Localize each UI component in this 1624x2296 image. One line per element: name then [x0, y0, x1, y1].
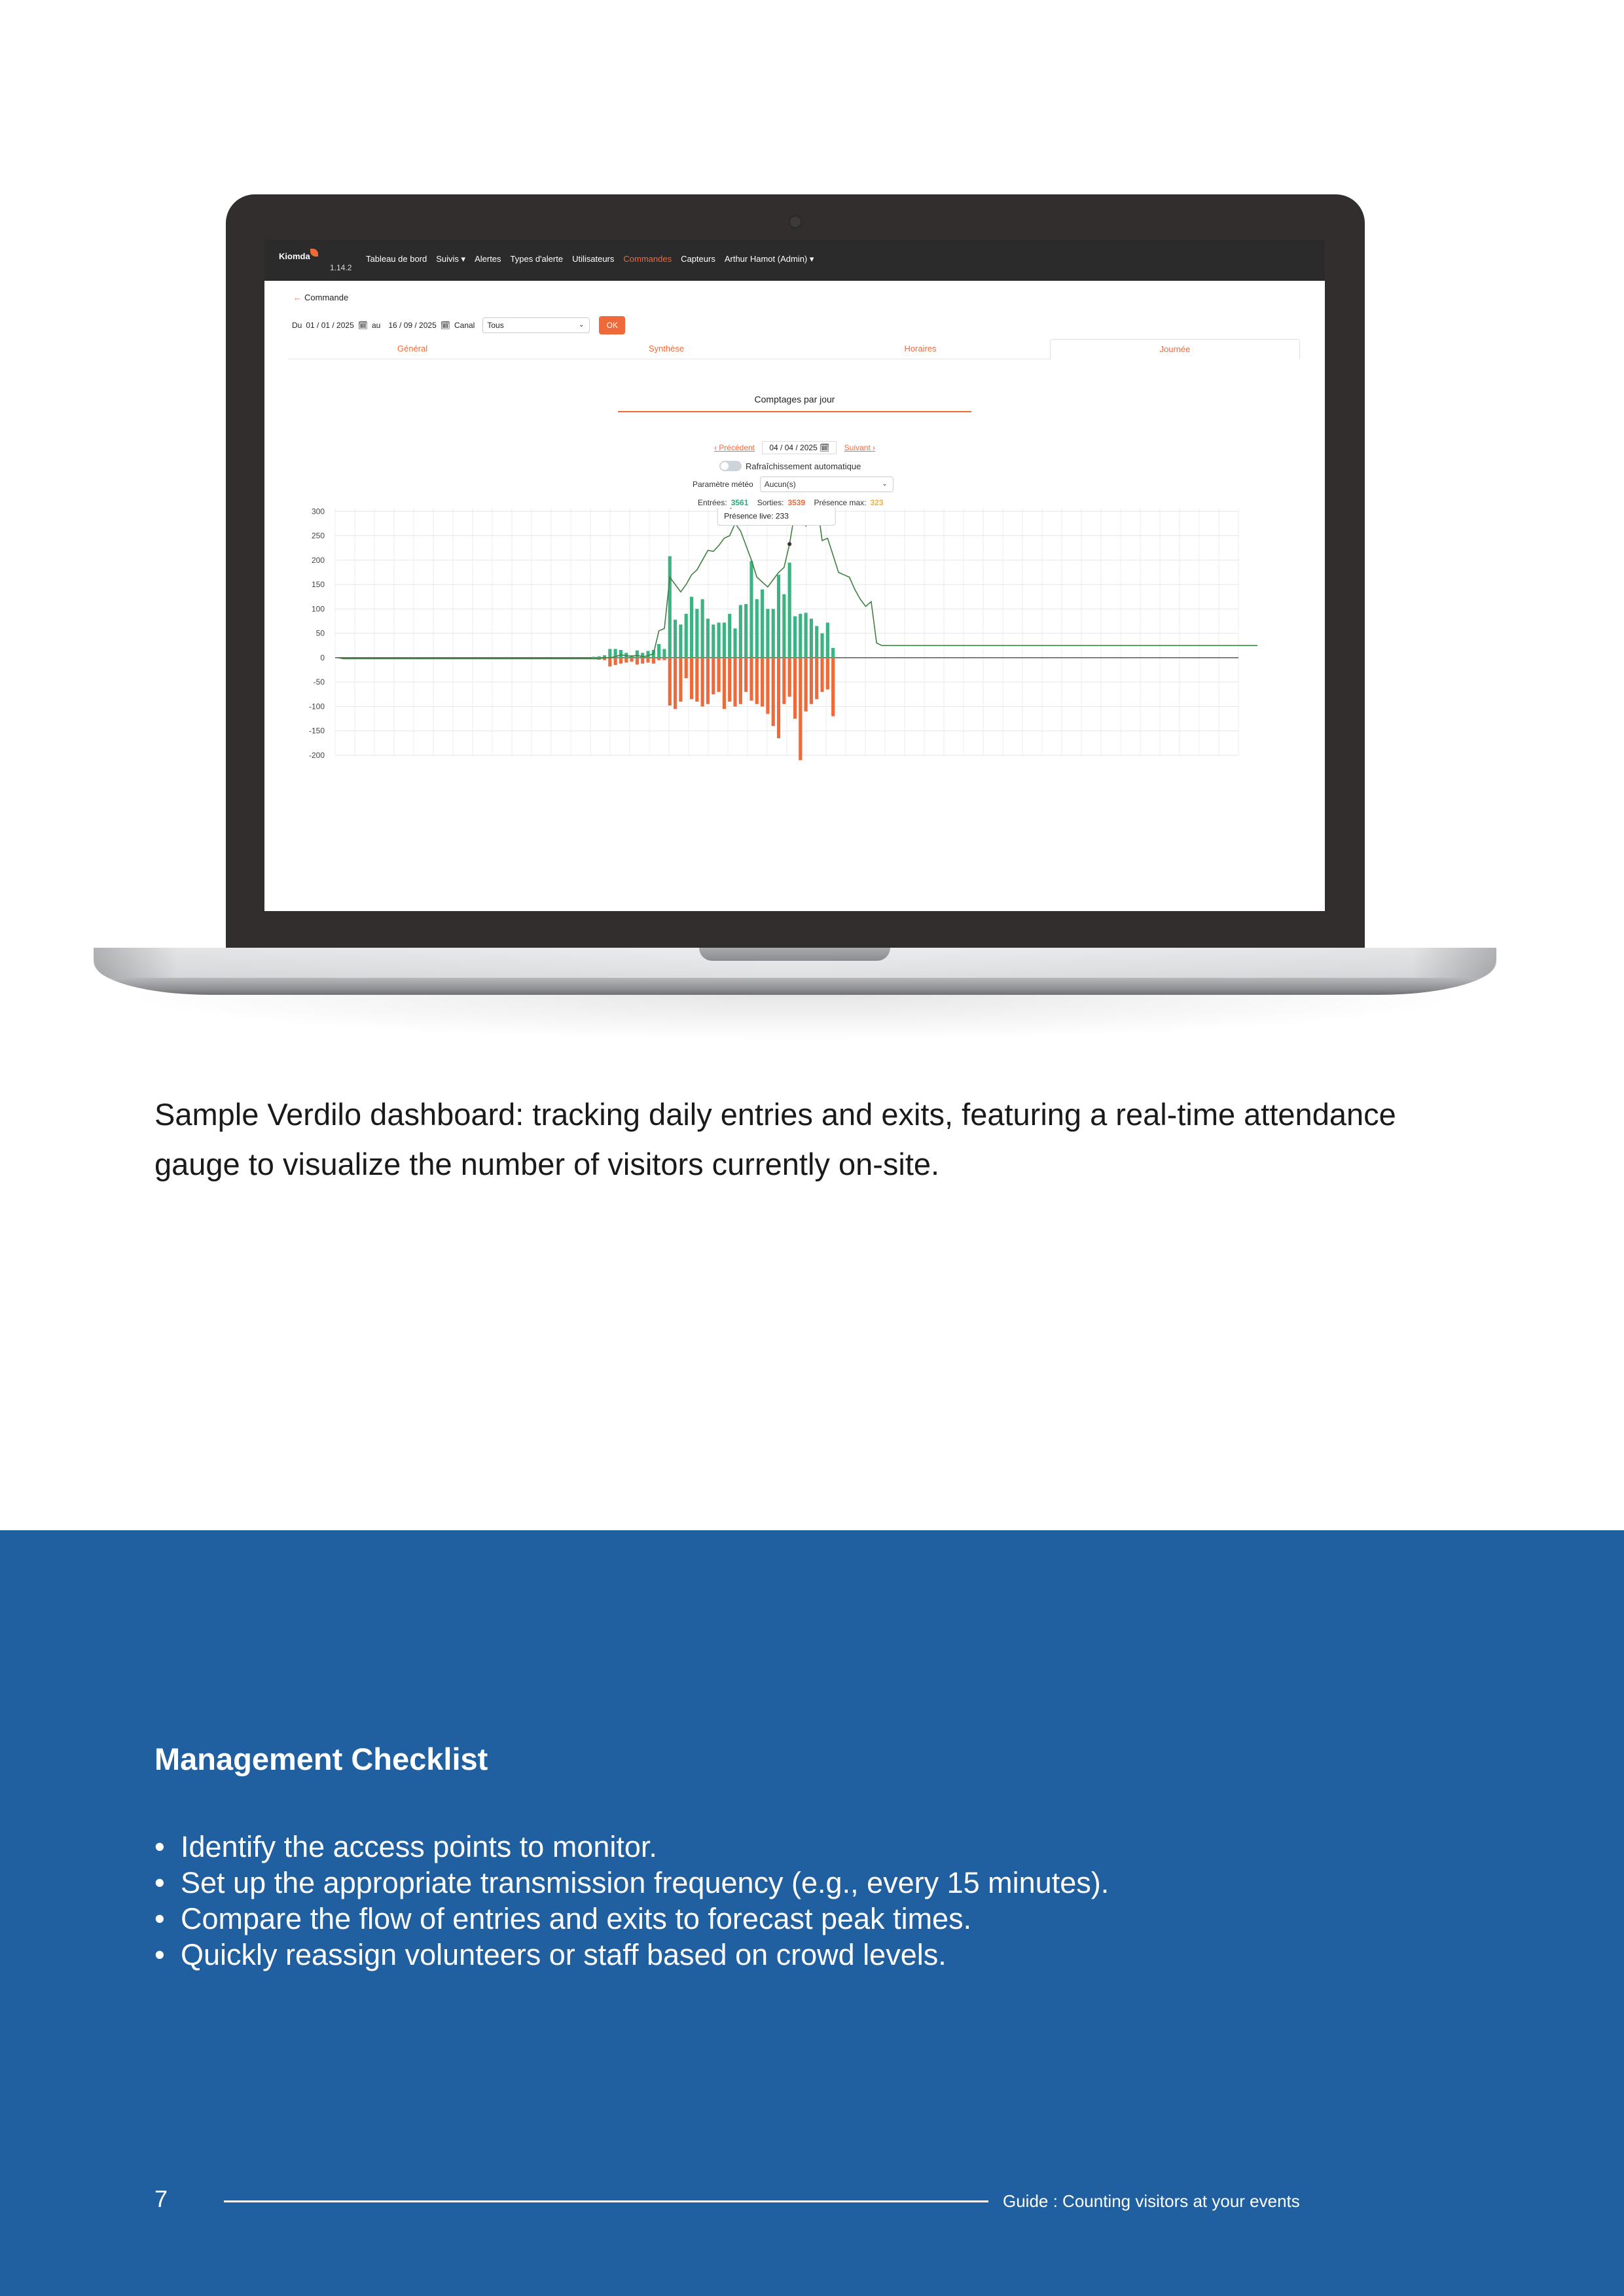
- exits-bar: [733, 658, 736, 707]
- back-link-label: Commande: [304, 293, 349, 302]
- weather-param-value: Aucun(s): [764, 480, 796, 489]
- max-presence-value: 323: [870, 498, 884, 507]
- exits-bar: [782, 658, 785, 704]
- channel-select[interactable]: [482, 317, 590, 333]
- y-tick-label: -100: [308, 702, 325, 711]
- exits-bar: [826, 658, 829, 689]
- entries-bar: [766, 609, 769, 658]
- entries-bar: [674, 620, 677, 658]
- exits-bar: [701, 658, 704, 707]
- app-navbar: [264, 240, 1325, 281]
- calendar-icon[interactable]: 🗓: [357, 321, 368, 330]
- from-date-input[interactable]: 01 / 01 / 2025: [306, 321, 354, 330]
- entries-bar: [739, 605, 742, 658]
- exits-bar: [815, 658, 818, 699]
- exits-bar: [717, 658, 721, 692]
- date-filter: [292, 317, 625, 334]
- exits-bar: [636, 658, 639, 664]
- max-presence-label: Présence max:: [814, 498, 867, 507]
- exits-bar: [662, 658, 666, 660]
- weather-param-select[interactable]: [760, 476, 893, 492]
- checklist-item: • Identify the access points to monitor.: [154, 1829, 1109, 1865]
- logo-mark-icon: [310, 249, 318, 257]
- entries-bar: [749, 561, 753, 658]
- exits-bar: [744, 658, 748, 692]
- checklist-item: • Compare the flow of entries and exits to forecast peak times.: [154, 1901, 1109, 1937]
- entries-bar: [755, 599, 759, 657]
- page-number: 7: [154, 2185, 168, 2212]
- figure-caption: Sample Verdilo dashboard: tracking daily entries and exits, featuring a real-time attendance gauge to visualize the number of visitors currently on-site.: [154, 1097, 1396, 1181]
- entries-bar: [804, 613, 808, 658]
- entries-bar: [712, 624, 715, 658]
- to-label: au: [371, 321, 381, 330]
- exits-bar: [712, 658, 715, 694]
- entries-bar: [717, 622, 721, 658]
- exits-bar: [799, 658, 802, 761]
- panel-title: Comptages par jour: [618, 394, 971, 412]
- channel-label: Canal: [454, 321, 475, 330]
- entries-bar: [592, 656, 595, 657]
- exits-bar: [728, 658, 731, 702]
- chevron-down-icon: ⌄: [882, 480, 888, 488]
- entries-bar: [815, 626, 818, 657]
- y-tick-label: 250: [311, 531, 325, 541]
- entries-bar: [831, 648, 835, 658]
- tab-general[interactable]: Général: [397, 344, 428, 353]
- tooltip-title: [724, 508, 811, 509]
- footer-text: Guide : Counting visitors at your events: [1003, 2191, 1300, 2211]
- checklist-section: [0, 1530, 1624, 2296]
- previous-label: Précédent: [719, 443, 755, 452]
- exits-bar: [630, 658, 633, 662]
- exits-bar: [749, 658, 753, 701]
- y-tick-label: 200: [311, 555, 325, 565]
- exits-bar: [652, 658, 655, 664]
- exits-bar: [608, 658, 611, 666]
- entries-bar: [695, 609, 698, 658]
- tab-synthese[interactable]: Synthèse: [648, 344, 685, 353]
- app-logo[interactable]: Kiomda: [279, 251, 310, 261]
- app-version: 1.14.2: [330, 263, 352, 272]
- y-tick-label: 0: [320, 653, 325, 662]
- y-tick-label: 100: [311, 604, 325, 614]
- nav-item-suivis[interactable]: Suivis ▾: [436, 254, 466, 264]
- tab-bar: [288, 339, 1300, 359]
- calendar-icon[interactable]: 🗓: [440, 321, 450, 330]
- entries-bar: [744, 604, 748, 658]
- laptop-notch: [699, 948, 890, 961]
- exits-bar: [674, 658, 677, 709]
- day-date-input[interactable]: 04 / 04 / 2025 🗓: [762, 441, 837, 454]
- entries-bar: [636, 651, 639, 658]
- entries-bar: [679, 624, 682, 658]
- exits-bar: [810, 658, 813, 704]
- entries-bar: [733, 628, 736, 658]
- next-label: Suivant: [844, 443, 871, 452]
- y-tick-label: -200: [308, 751, 325, 760]
- nav-item-alertes[interactable]: Alertes: [475, 254, 501, 264]
- entries-bar: [810, 619, 813, 658]
- ok-button[interactable]: OK: [599, 316, 625, 334]
- exits-bar: [624, 658, 628, 662]
- exits-bar: [820, 658, 823, 692]
- nav-item-users[interactable]: Utilisateurs: [572, 254, 615, 264]
- tab-journee[interactable]: Journée: [1050, 339, 1300, 359]
- entries-bar: [646, 651, 649, 657]
- auto-refresh-label: Rafraîchissement automatique: [746, 461, 861, 471]
- checklist: [154, 1829, 1109, 1973]
- y-tick-label: 150: [311, 580, 325, 590]
- exits-bar: [761, 658, 764, 707]
- entries-bar: [657, 644, 660, 658]
- checklist-item: • Quickly reassign volunteers or staff based on crowd levels.: [154, 1937, 1109, 1973]
- weather-param: [693, 476, 893, 492]
- exits-bar: [723, 658, 726, 709]
- entries-bar: [777, 575, 780, 658]
- exits-bar: [614, 658, 617, 665]
- previous-day-link[interactable]: ‹ Précédent: [713, 443, 755, 452]
- exits-bar: [690, 658, 693, 699]
- to-date-input[interactable]: 16 / 09 / 2025: [388, 321, 437, 330]
- entries-bar: [701, 599, 704, 657]
- tooltip-marker: [787, 542, 791, 546]
- exits-bar: [755, 658, 759, 704]
- exits-bar: [772, 658, 775, 726]
- laptop-shadow: [118, 995, 1473, 1041]
- back-arrow-icon: ←: [293, 293, 302, 302]
- entries-bar: [690, 597, 693, 658]
- entries-bar: [619, 650, 623, 658]
- tooltip-value: Présence live: 233: [724, 511, 789, 521]
- entries-bar: [826, 622, 829, 658]
- exits-bar: [685, 658, 688, 678]
- exits-bar: [668, 658, 672, 706]
- tab-horaires[interactable]: Horaires: [904, 344, 937, 353]
- exits-label: Sorties:: [757, 498, 784, 507]
- exits-bar: [657, 658, 660, 660]
- weather-param-label: Paramètre météo: [693, 480, 753, 489]
- exits-bar: [641, 658, 644, 664]
- entries-bar: [820, 634, 823, 658]
- exits-bar: [777, 658, 780, 738]
- from-label: Du: [292, 321, 302, 330]
- entries-bar: [608, 649, 611, 657]
- exits-bar: [766, 658, 769, 714]
- entries-bar: [668, 556, 672, 658]
- checklist-item: • Set up the appropriate transmission frequency (e.g., every 15 minutes).: [154, 1865, 1109, 1901]
- auto-refresh-toggle[interactable]: [719, 461, 742, 471]
- day-pager: [264, 441, 1325, 454]
- nav-item-alert-types[interactable]: Types d'alerte: [510, 254, 564, 264]
- entries-value: 3561: [731, 498, 749, 507]
- entries-bar: [772, 609, 775, 658]
- nav-item-dashboard[interactable]: Tableau de bord: [366, 254, 427, 264]
- entries-bar: [728, 614, 731, 658]
- entries-bar: [723, 622, 726, 658]
- y-tick-label: -150: [308, 726, 325, 736]
- presence-line: [338, 508, 1257, 658]
- entries-bar: [706, 619, 710, 658]
- nav-item-capteurs[interactable]: Capteurs: [681, 254, 715, 264]
- entries-bar: [761, 590, 764, 658]
- laptop-screen: [264, 240, 1325, 911]
- exits-bar: [695, 658, 698, 702]
- webcam-icon: [789, 215, 802, 228]
- entries-bar: [782, 594, 785, 658]
- exits-bar: [619, 658, 623, 664]
- entries-bar: [685, 614, 688, 658]
- exits-bar: [679, 658, 682, 702]
- entries-bar: [788, 563, 791, 658]
- exits-bar: [646, 658, 649, 662]
- entries-label: Entrées:: [698, 498, 727, 507]
- exits-value: 3539: [787, 498, 806, 507]
- exits-bar: [831, 658, 835, 716]
- entries-bar: [799, 614, 802, 658]
- nav-menu: [366, 254, 814, 264]
- footer-rule: [224, 2200, 988, 2202]
- daily-count-chart: [264, 508, 1325, 762]
- exits-bar: [739, 658, 742, 704]
- exits-bar: [788, 658, 791, 697]
- checklist-title: Management Checklist: [154, 1742, 488, 1776]
- chevron-down-icon: ⌄: [578, 321, 585, 329]
- auto-refresh: [719, 461, 861, 471]
- exits-bar: [706, 658, 710, 704]
- entries-bar: [662, 649, 666, 657]
- entries-bar: [598, 656, 601, 658]
- exits-bar: [793, 658, 797, 719]
- exits-bar: [804, 658, 808, 711]
- y-tick-label: -50: [313, 677, 325, 687]
- next-day-link[interactable]: Suivant ›: [844, 443, 876, 452]
- y-tick-label: 50: [316, 628, 325, 638]
- nav-item-commandes[interactable]: Commandes: [623, 254, 672, 264]
- day-counts: [698, 498, 884, 507]
- y-tick-label: 300: [311, 508, 325, 516]
- nav-item-user-menu[interactable]: Arthur Hamot (Admin) ▾: [724, 254, 814, 264]
- entries-bar: [793, 617, 797, 658]
- day-date-value: 04 / 04 / 2025: [769, 443, 818, 452]
- back-link[interactable]: [293, 293, 348, 302]
- channel-value: Tous: [487, 321, 504, 330]
